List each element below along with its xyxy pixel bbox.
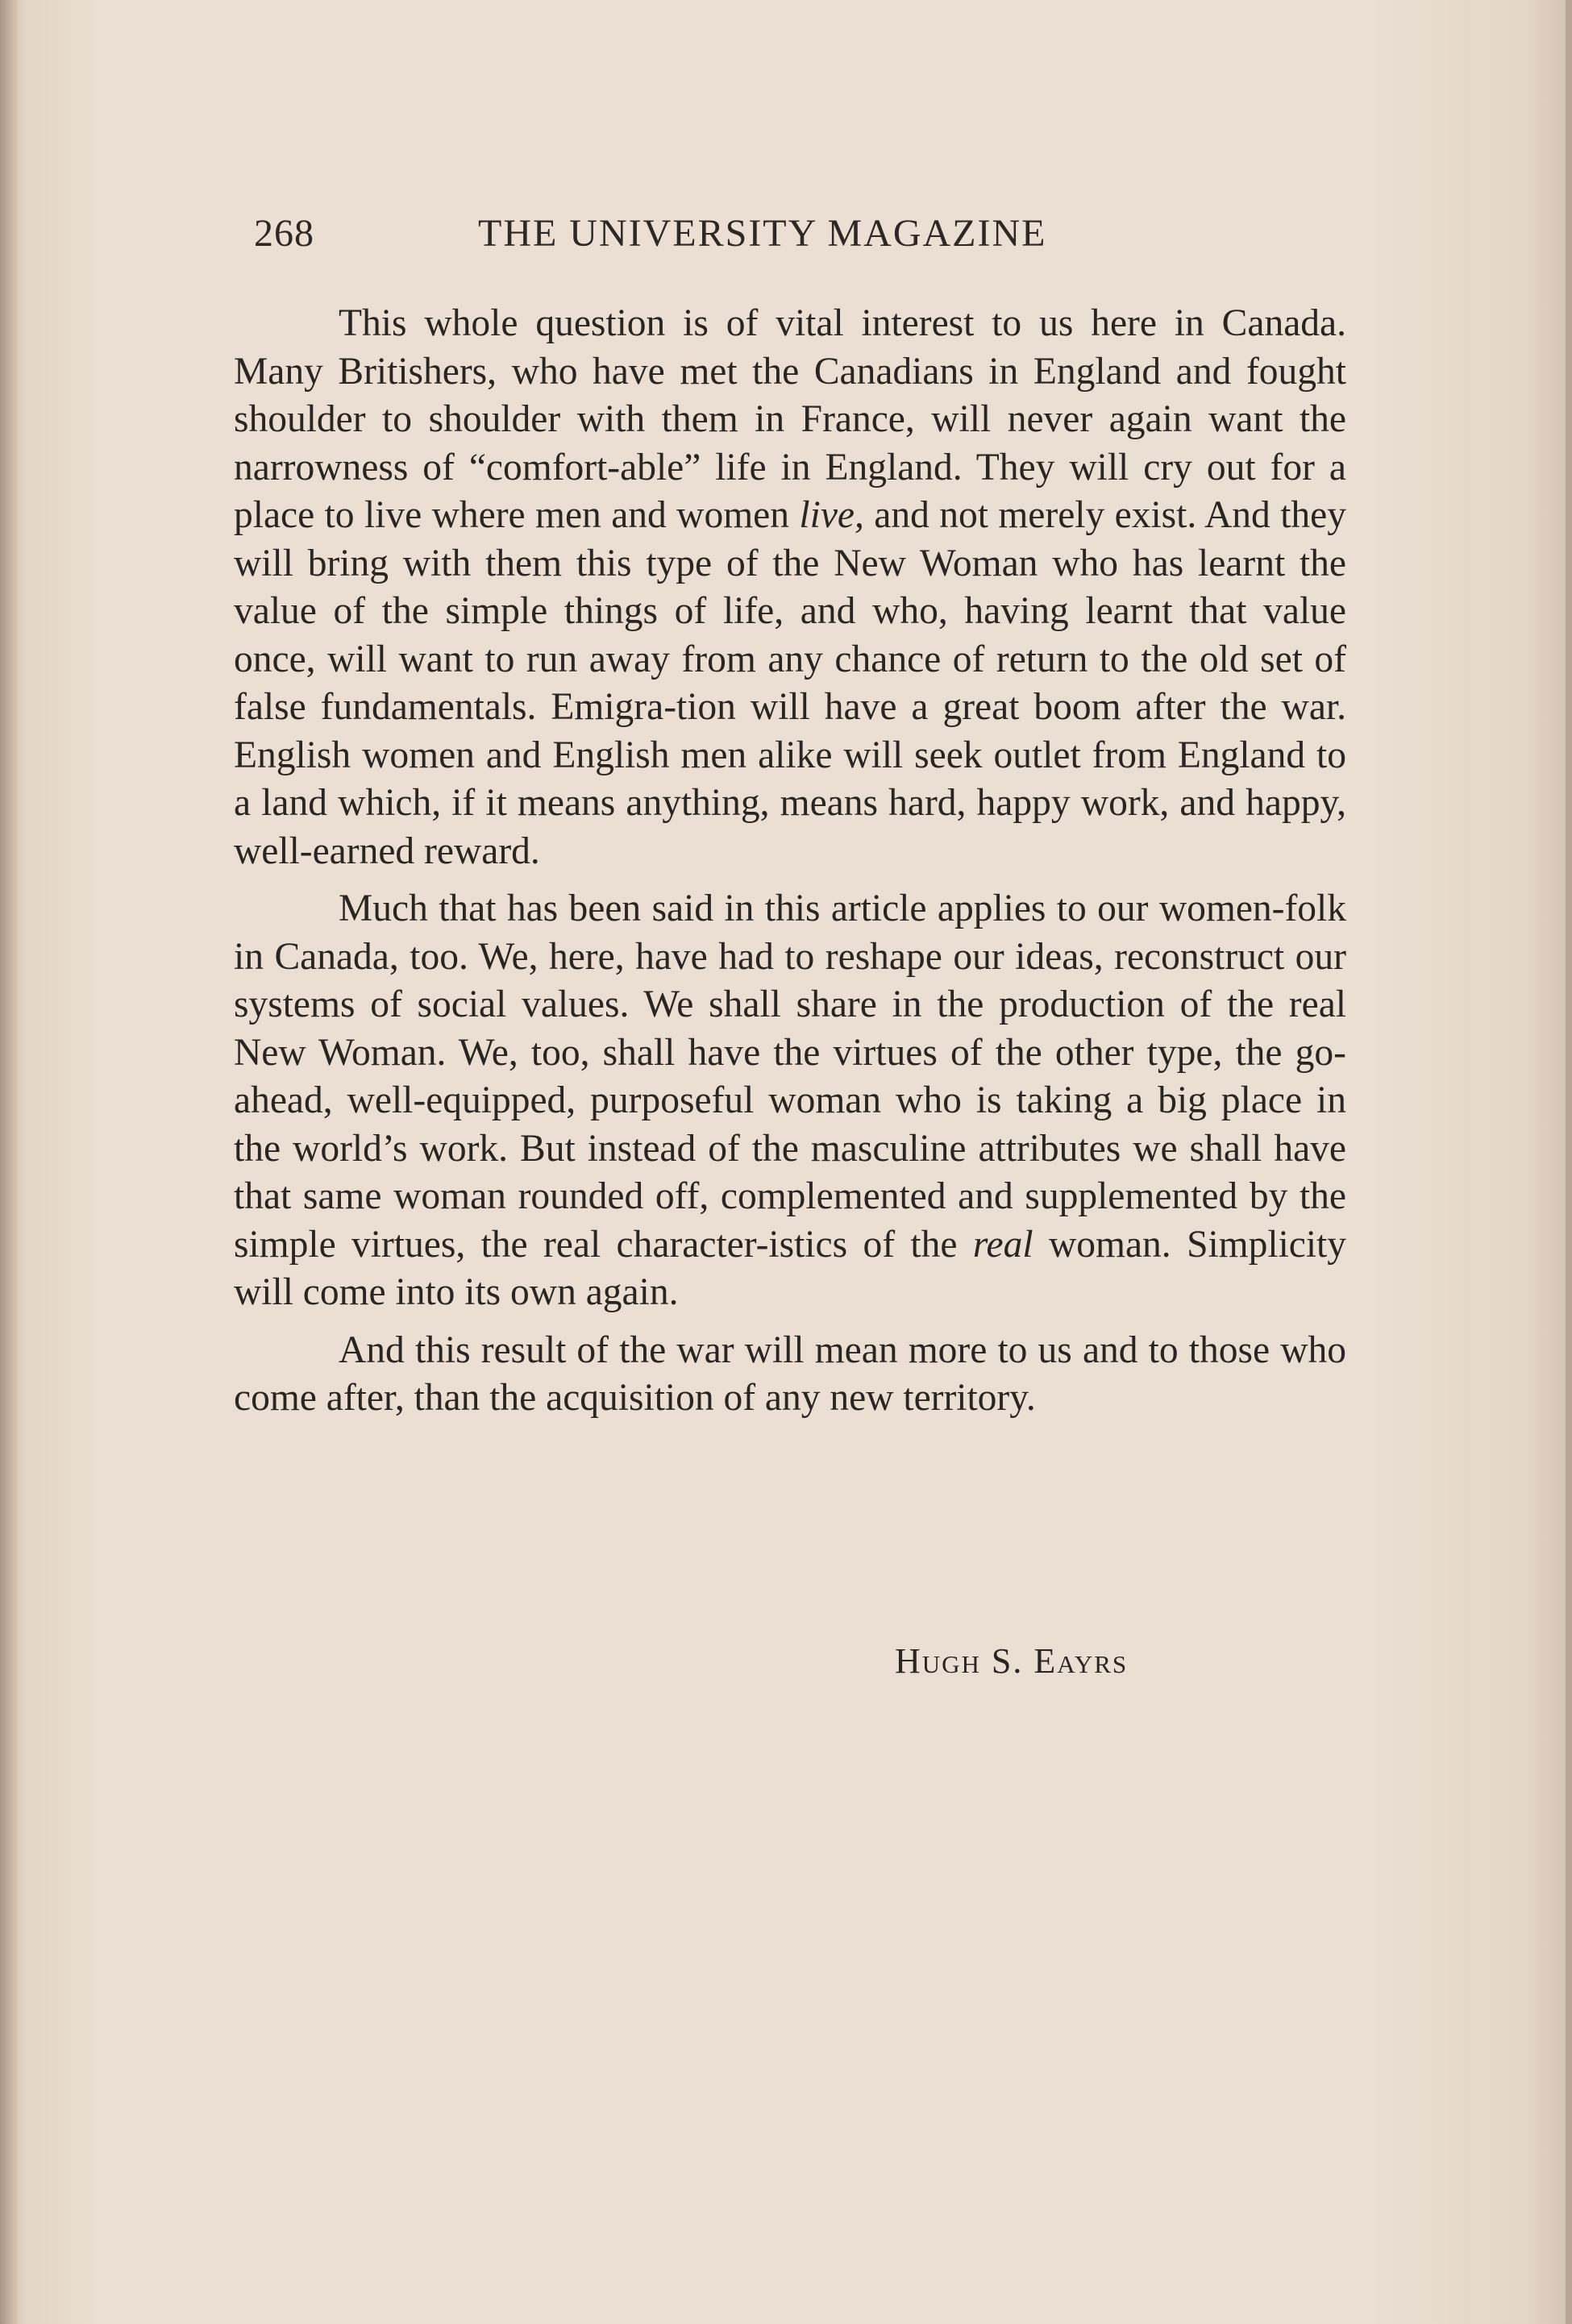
paragraph-1-text-a: This whole question is of vital interest to us here in Canada. Many Britishers, who have met the Canadians in England and fought shoulder to shoulder with them in France, will never again want the narrowness of “comfort-able” life in England. They will cry out for a place to live where men and women (234, 302, 1346, 536)
paragraph-1-text-b: and not merely exist. And they will bring with them this type of the New Woman who has learnt the value of the simple things of life, and who, having learnt that value once, will want to run away from any chance of return to the old set of false fundamentals. Emigra-tion will have a great boom after the war. English women and English men alike will seek outlet from England to a land which, if it means anything, means hard, happy work, and happy, well-earned reward. (234, 494, 1346, 872)
paragraph-2-emphasis: real (972, 1223, 1033, 1266)
paragraph-2 (234, 885, 1346, 1317)
paragraph-1 (234, 300, 1346, 875)
paragraph-2-text-b: woman. Simplicity will come into its own again. (234, 1223, 1347, 1313)
paragraph-2-text-a: Much that has been said in this article applies to our women-folk in Canada, too. We, here, have had to reshape our ideas, reconstruct our systems of social values. We shall share in the production of the real New Woman. We, too, shall have the virtues of the other type, the go-ahead, well-equipped, purposeful woman who is taking a big place in the world’s work. But instead of the masculine attributes we shall have that same woman rounded off, complemented and supplemented by the simple virtues, the real character-istics of the (234, 888, 1346, 1266)
paragraph-1-emphasis: live, (799, 494, 864, 536)
article-body (234, 300, 1346, 1423)
paragraph-3: And this result of the war will mean more to us and to those who come after, than the acquisition of any new territory. (234, 1328, 1346, 1419)
spine-edge (0, 0, 18, 2324)
running-header (254, 211, 1125, 276)
page-number: 268 (254, 212, 314, 255)
page-edge (1566, 0, 1572, 2324)
running-title: THE UNIVERSITY MAGAZINE (478, 212, 1047, 255)
author-signature: Hugh S. Eayrs (895, 1641, 1129, 1681)
